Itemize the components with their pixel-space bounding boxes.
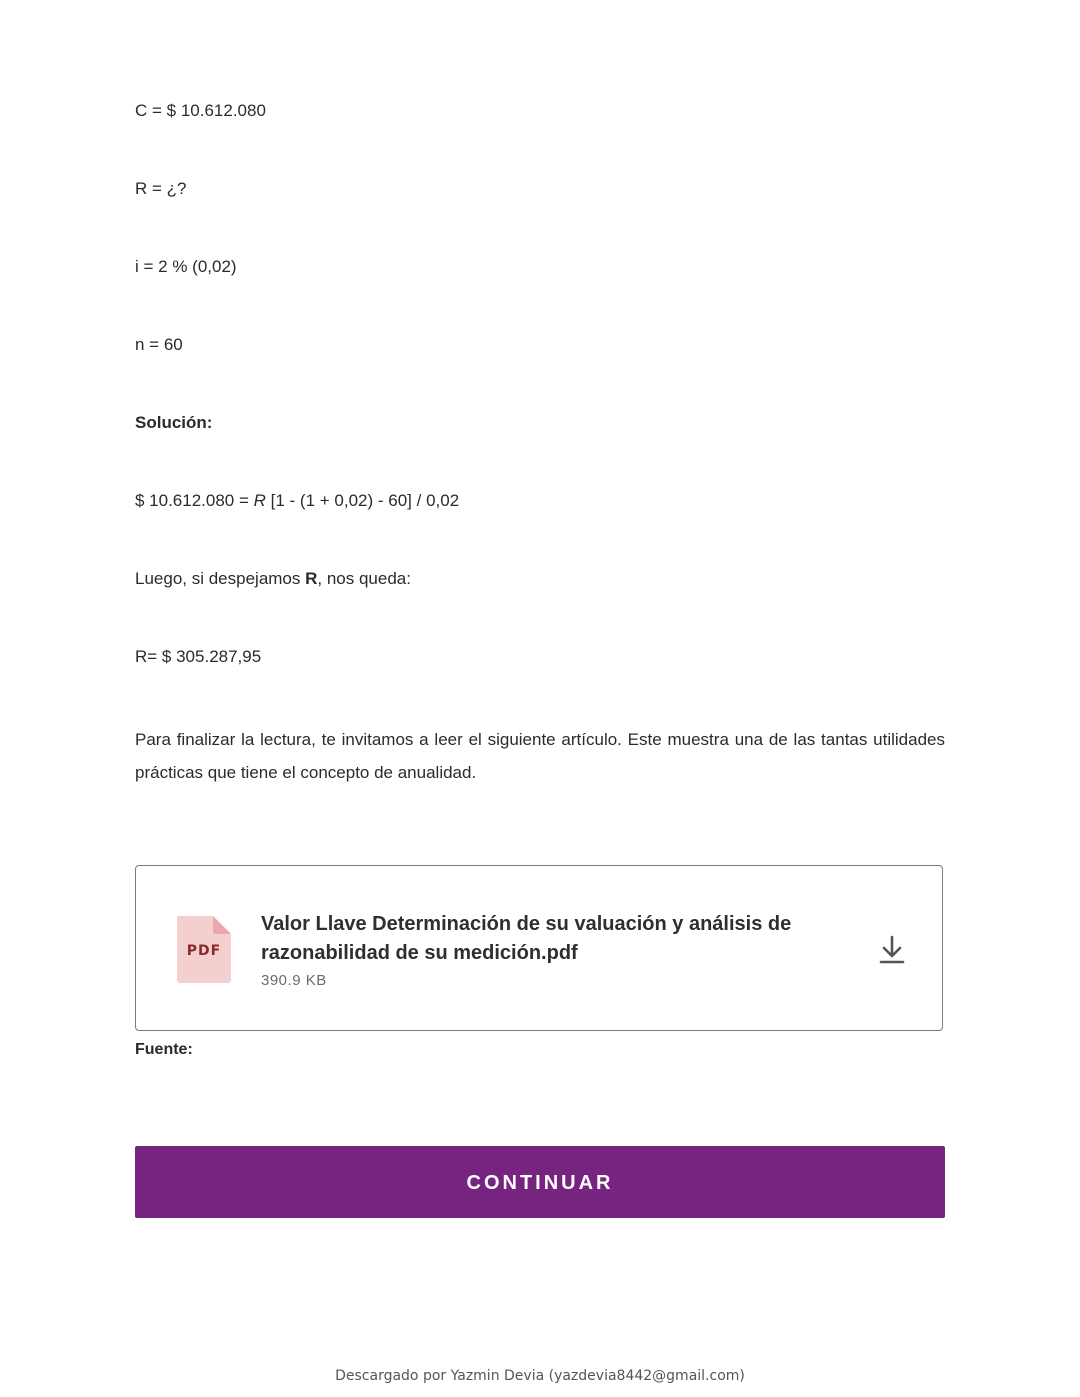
formula-left: $ 10.612.080 = xyxy=(135,491,254,510)
luego-text-start: Luego, si despejamos xyxy=(135,569,306,588)
attachment-file-size: 390.9 KB xyxy=(261,972,327,989)
continue-button[interactable]: CONTINUAR xyxy=(135,1146,945,1218)
closing-paragraph: Para finalizar la lectura, te invitamos a leer el siguiente artículo. Este muestra una de las tantas utilidades prácticas que tiene el concepto de anualidad. xyxy=(135,730,945,782)
source-label: Fuente: xyxy=(135,1041,193,1058)
download-footer: Descargado por Yazmin Devia (yazdevia8442@gmail.com) xyxy=(335,1368,745,1384)
tasa-line: i = 2 % (0,02) xyxy=(135,257,237,276)
luego-line xyxy=(135,568,411,590)
formula-variable: R xyxy=(253,491,266,510)
pdf-file-icon xyxy=(177,916,231,983)
solucion-heading: Solución: xyxy=(135,413,213,432)
formula-right: [1 - (1 + 0,02) - 60] / 0,02 xyxy=(265,491,460,510)
attachment-file-name[interactable]: Valor Llave Determinación de su valuación y análisis de razonabilidad de su medición.pdf xyxy=(261,913,792,964)
formula-line xyxy=(135,490,459,512)
capital-line: C = $ 10.612.080 xyxy=(135,101,266,120)
periodos-line: n = 60 xyxy=(135,335,183,354)
resultado-line: R= $ 305.287,95 xyxy=(135,647,262,666)
renta-line: R = ¿? xyxy=(135,179,187,198)
pdf-icon-label: PDF xyxy=(186,943,222,959)
attachment-card[interactable] xyxy=(135,865,943,1031)
download-icon[interactable] xyxy=(879,935,905,965)
luego-variable: R xyxy=(305,569,318,588)
luego-text-end: , nos queda: xyxy=(317,569,411,588)
